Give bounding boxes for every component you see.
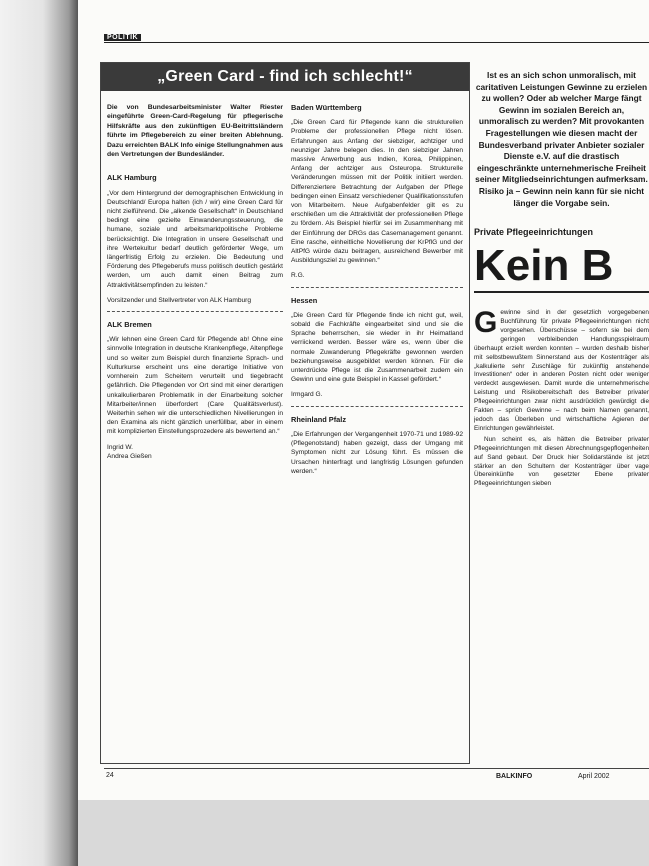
hamburg-signature: Vorsitzender und Stellvertreter von ALK Hamburg: [107, 296, 252, 304]
hamburg-heading: ALK Hamburg: [107, 173, 157, 183]
teaser-text: Ist es an sich schon unmoralisch, mit caritativen Leistungen Gewinne zu erzielen zu wollen? Oder ab welcher Marge fängt Gewinn im sozialen Bereich an, unmoralisch zu werden? Mit provokanten Fragestellungen wie diesen macht der Bundesverband privater Anbieter sozialer Dienste e.V. auf die drastisch eingeschränkte unternehmerische Freiheit seiner Mitgliedseinrichtungen aufmerksam. Risiko ja – Gewinn nein kann für sie nicht länger die Vorgabe sein.: [475, 70, 648, 208]
issue-date: April 2002: [578, 773, 610, 780]
article-paragraph-2: Nun scheint es, als hätten die Betreiber privater Pflegeeinrichtungen mit diesen Abrechnungsgepflogenheiten auf Sand gebaut. Der Druck hier Solidarstände ist jetzt stärker an den Schultern der Kostenträger über vage Übereinkünfte von gesetzter Ebene privater Pflegeeinrichtungen sieben: [474, 435, 649, 488]
article-title: Kein B: [474, 243, 649, 293]
separator-line: [291, 287, 463, 288]
hessen-heading: Hessen: [291, 295, 318, 305]
article-subhead: Private Pflegeeinrichtungen: [474, 227, 594, 238]
bw-heading: Baden Württemberg: [291, 103, 362, 112]
hessen-statement: „Die Green Card für Pflegende finde ich nicht gut, weil, sobald die Fachkräfte eingearbeitet sind und sie die Sprache beherrschen, sie wieder in ihr Heimatland verriickend werden. Besser wäre es, wenn über die normale Zuwanderung Pflegekräfte gewonnen werden beziehungsweise ausgebildet werden können. Für die unterdrückte Pflege ist die Zusammenarbeit zudem ein Gewinn und eine gute Beispiel in Kassel gefördert.“: [291, 311, 463, 384]
bremen-statement: „Wir lehnen eine Green Card für Pflegende ab! Ohne eine sinnvolle Integration in deutsche Krankenpflege, Altenpflege und so weiter zum Beispiel durch finanzierte Sprach- und Kulturkurse erscheint uns eine derartige Initiative von vornherein zum Scheitern verurteilt und tiegebracht gefährlich. Die Pflegenden vor Ort sind mit einer derartigen unkalkulierbaren Problematik in der Einarbeitung solcher Mitarbeiter/innen überfordert (Care Qualitätsverlust). Weiterhin sehen wir die unterschiedlichen Nivellierungen in den Examina als nicht gänzlich unerfüllbar, aber in einem mit komplizierten Einstellungsprozedere als bewertend an.“: [107, 336, 283, 436]
feature-title: „Green Card - find ich schlecht!“: [101, 63, 469, 91]
page-number: 24: [106, 772, 114, 779]
publication-name: BALKINFO: [496, 773, 533, 780]
feature-intro: Die von Bundesarbeitsminister Walter Riester eingeführte Green-Card-Regelung für pflegerische Hilfskräfte aus den zukünftigen EU-Beitrittsländern führte im Pflegebereich zu einer breiten Ablehnung. Dazu erreichten BALK Info einige Stellungnahmen aus den Vertretungen der Bundesländer.: [107, 104, 283, 159]
feature-column-left: [107, 103, 283, 465]
separator-line: [291, 406, 463, 407]
bw-signature: R.G.: [291, 272, 305, 280]
article-column: [474, 70, 649, 790]
rlp-statement: „Die Erfahrungen der Vergangenheit 1970-71 und 1989-92 (Pflegenotstand) haben gezeigt, dass der Umgang mit Symptomen nicht zur Lösung führt. Es müssen die Ursachen hinterfragt und langfristig Lösungen gefunden werden.“: [291, 430, 463, 475]
hamburg-statement: „Vor dem Hintergrund der demographischen Entwicklung in Deutschland/ Europa halten (ich / wir) eine Green Card für nicht zielführend. Die „alkende Gesellschaft“ in Deutschland bedingt eine gezielte Einwanderungssteuerung, die humane, soziale und arbeitsmarktpolitische Probleme berücksichtigt. Die Integration in unsere Gesellschaft und ihre Wertekultur bedarf deutlich geförderter Wege, um längerfristig Erfolg zu erzielen. Die Bedeutung und Förderung des Pflegeberufs muss politisch deutlich gestärkt werden, um auch damit einen Beitrag zum Attraktivitätsempfinden zu leisten.“: [107, 189, 283, 289]
rlp-heading: Rheinland Pfalz: [291, 414, 347, 424]
bremen-signature-2: Andrea Gießen: [107, 452, 152, 460]
article-paragraph-1: ewinne sind in der gesetzlich vorgegebenen Buchführung für private Pflegeeinrichtungen nicht vorgesehen. Überschüsse – sofern sie bei dem geringen verbleibenden Handlungsspielraum überhaupt erzielt werden konnten – wurden deshalb bisher mit selbstbewußtem Sinnerstand aus der Kostenträger als „kalkulierte sehr Zuschläge für zukünftig anstehende Investitionen“ oder in anderen Posten nicht oder weniger verdeckt ausgewiesen. Damit wurde die unternehmerische Leistung und Risikobereitschaft des Betreiber privater Pflegeeinrichtungen zwar nicht ausdrücklich gewürdigt die Fakten – sprich Gewinne – nach beim Namen genannt, jedoch das Überleben und wirtschaftliche Agieren der Einrichtungen gewährleistet.: [474, 309, 649, 432]
feature-box: [100, 62, 470, 764]
magazine-page: [78, 0, 649, 800]
hessen-signature: Irmgard G.: [291, 391, 323, 399]
section-label: POLITIK: [104, 34, 141, 41]
book-binding-shadow: [0, 0, 78, 866]
bremen-heading: ALK Bremen: [107, 320, 152, 330]
top-rule: [104, 42, 649, 43]
drop-cap: G: [474, 306, 498, 340]
footer-rule: [104, 768, 649, 769]
article-body: [474, 306, 649, 489]
bw-statement: „Die Green Card für Pflegende kann die strukturellen Probleme der professionellen Pflege nicht lösen. Erfahrungen aus Anfang der siebziger, achtziger und neunziger Jahre belegen dies. In den siebziger Jahren massive Anwerbung aus Indien, Korea, Philippinen, Anfang der achtziger aus Osteuropa. Strukturelle Veränderungen müssen mit der Politik initiiert werden. Differenziertere Betrachtung der Aufgaben der Pflege bedingen einen Einsatz verschiedener Qualifikationsstufen von Mitarbeitern. Neue Aufgabenfelder gilt es zu erschließen um die Attraktivität der professionellen Pflege zu fördern. Als Beispiel hierfür sei im Zusammenhang mit der Einführung der DRGs das Casemanagement genannt. Eine rasche, einheitliche Novellierung der KrPflG und der AltPfG würde dazu beitragen, ausreichend Bewerber mit Ausbildungsziel zu gewinnen.“: [291, 119, 463, 265]
separator-line: [107, 311, 283, 312]
feature-column-right: [291, 103, 463, 479]
bremen-signature-1: Ingrid W.: [107, 443, 134, 451]
